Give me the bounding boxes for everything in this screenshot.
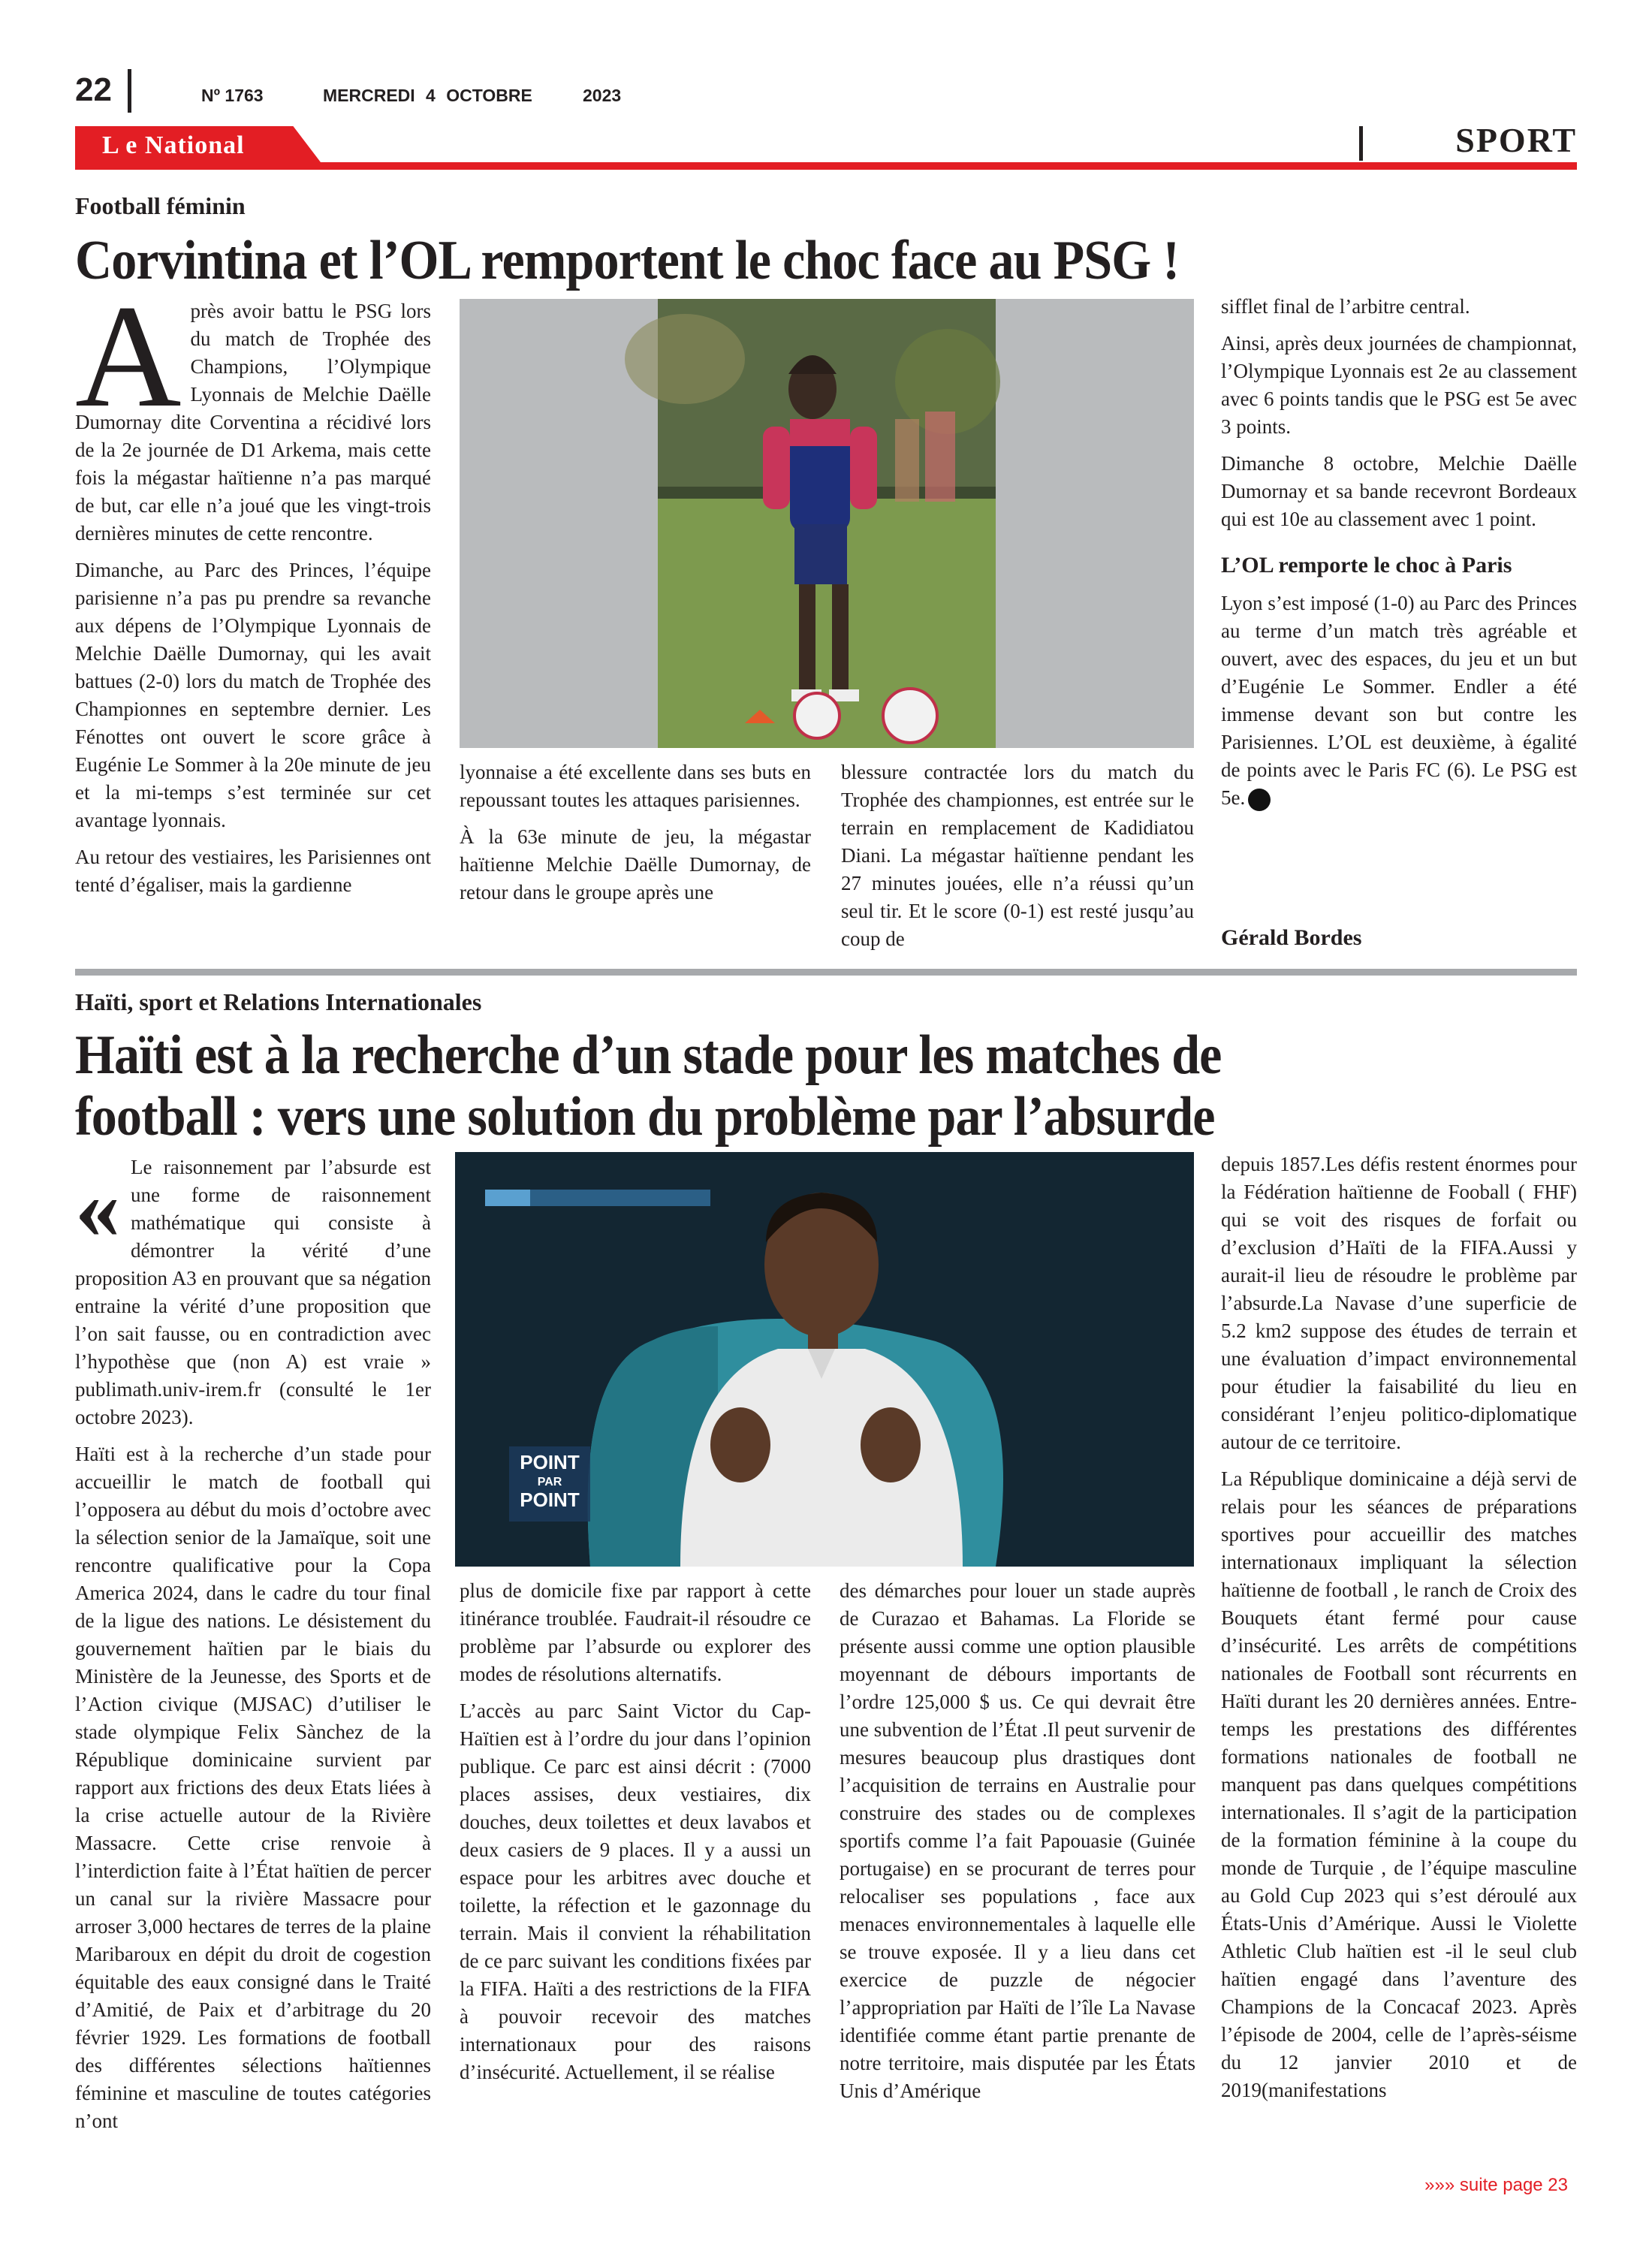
page-number: 22 [75,71,112,108]
article2-column-1 [75,1154,431,2135]
issue-date: MERCREDI 4 OCTOBRE [323,86,532,105]
article2-column-4 [1221,1151,1577,2104]
photo-logo-line: PAR [537,1476,562,1488]
tv-interview-photo [455,1152,1194,1567]
article2-paragraph: plus de domicile fixe par rapport à cette itinérance troublée. Faudrait-il résoudre ce problème par l’absurde ou explorer des modes de résolutions alternatifs. [460,1579,811,1685]
article1-paragraph: près avoir battu le PSG lors du match de Trophée des Champions, l’Olympique Lyonnais de Melchie Daëlle Dumornay dite Corventina a récidivé lors de la 2e journée de D1 Arkema, mais cette fois la mégastar haïtienne n’a pas marqué de but, car elle n’a joué que les vingt-trois dernières minutes de cette rencontre. [75,300,431,544]
header-divider [128,69,131,113]
article1-column-4 [1221,293,1577,812]
article1-paragraph: lyonnaise a été excellente dans ses buts en repoussant toutes les attaques parisiennes. [460,761,811,811]
article1-kicker: Football féminin [75,192,246,219]
article2-kicker: Haïti, sport et Relations Internationales [75,988,482,1015]
article2-paragraph: La République dominicaine a déjà servi de relais pour les séances de préparations sportives pour accueillir des matches internationaux impliquant la sélection haïtienne de football , le ranch de Croix des Bouquets étant fermé pour cause d’insécurité. Les arrêts de compétitions nationales de Football sont récurrents en Haïti durant les 20 dernières années. Entre-temps les prestations des différentes formations nationales de football ne manquent pas dans quelques compétitions internationales. Il s’agit de la participation de la formation féminine à la coupe du monde de Turquie , de l’équipe masculine au Gold Cup 2023 qui s’est déroulé aux États-Unis d’Amérique. Aussi le Violette Athletic Club haïtien est -il le seul club haïtien engagé dans l’aventure des Champions de la Concacaf 2023. Après l’épisode de 2004, celle de l’après-séisme du 12 janvier 2010 et de 2019(manifestations [1221,1467,1577,2101]
article1-paragraph [1221,590,1577,812]
article2-paragraph: des démarches pour louer un stade auprès de Curazao et Bahamas. La Floride se présente aussi comme une option plausible moyennant de débours importants de l’ordre 125,000 $ us. Ce qui devrait être une subvention de l’État .Il peut survenir de mesures beaucoup plus drastiques dont l’acquisition de terrains en Australie pour construire des stades ou de complexes sportifs comme l’a fait Papouasie (Guinée portugaise) en se procurant de terres pour relocaliser ses populations , face aux menaces environnementales à laquelle elle se trouve exposée. Il y a lieu dans cet exercice de puzzle de négocier l’appropriation par Haïti de l’île La Navase identifiée comme étant partie prenante de notre territoire, mais disputée par les États Unis d’Amérique [840,1579,1195,2102]
article1-dropcap: A [75,275,182,438]
article1-paragraph: sifflet final de l’arbitre central. [1221,295,1470,318]
article1-paragraph: Dimanche, au Parc des Princes, l’équipe parisienne n’a pas pu prendre sa revanche aux dépens de l’Olympique Lyonnais de Melchie Daëlle Dumornay, qui les avait battues (2-0) lors du match de Trophée des Championnes en septembre dernier. Les Fénottes ont ouvert le score grâce à Eugénie Le Sommer à la 20e minute de jeu et la mi-temps s’est terminée sur cet avantage lyonnais. [75,559,431,831]
article1-headline: Corvintina et l’OL remportent le choc face au PSG ! [75,230,1180,291]
article1-column-2 [460,759,811,906]
continued-on-page-link[interactable]: »»» suite page 23 [1424,2175,1568,2195]
article1-subhead: L’OL remporte le choc à Paris [1221,553,1512,578]
article1-paragraph: Dimanche 8 octobre, Melchie Daëlle Dumornay et sa bande recevront Bordeaux qui est 10e au classement avec 1 point. [1221,452,1577,530]
article1-byline: Gérald Bordes [1221,925,1362,950]
article1-photo [460,299,1194,748]
end-mark-icon [1248,789,1271,811]
article1-paragraph: À la 63e minute de jeu, la mégastar haïtienne Melchie Daëlle Dumornay, de retour dans le groupe après une [460,825,811,903]
player-training-photo [460,299,1194,748]
photo-logo-line: POINT [520,1451,580,1473]
brand-name: L e National [102,131,245,159]
article2-column-3 [840,1577,1195,2105]
section-divider [1359,126,1363,161]
article1-column-1 [75,275,431,899]
issue-year: 2023 [583,86,622,105]
article2-headline-line: football : vers une solution du problème par l’absurde [75,1086,1215,1148]
opening-quote-mark: « [75,1157,120,1257]
article1-paragraph: Au retour des vestiaires, les Parisiennes ont tenté d’égaliser, mais la gardienne [75,846,431,896]
article1-paragraph: Ainsi, après deux journées de championnat, l’Olympique Lyonnais est 2e au classement avec 6 points tandis que le PSG est 5e avec 3 points. [1221,332,1577,438]
photo-logo-line: POINT [520,1488,580,1511]
article2-paragraph: Le raisonnement par l’absurde est une forme de raisonnement mathématique qui consiste à démontrer la vérité d’une proposition A3 en prouvant que sa négation entraine la vérité d’une proposition que l’on sait fausse, ou en contradiction avec l’hypothèse que (non A) est vraie » publimath.univ-irem.fr (consulté le 1er octobre 2023). [75,1156,431,1428]
article1-column-3 [841,759,1194,953]
article2-paragraph: depuis 1857.Les défis restent énormes pour la Fédération haïtienne de Fooball ( FHF) qui se voit des risques de forfait ou d’exclusion d’Haïti de la FIFA.Aussi y aurait-il lieu de résoudre le problème par l’absurde.La Navase d’une superficie de 5.2 km2 suppose des études de terrain et une évaluation d’impact environnemental pour étudier la faisabilité du lieu en considérant l’enjeu politico-diplomatique autour de ce territoire. [1221,1153,1577,1453]
section-label: SPORT [1455,121,1577,159]
article1-paragraph: blessure contractée lors du match du Trophée des championnes, est entrée sur le terrain en remplacement de Kadidiatou Diani. La mégastar haïtienne pendant les 27 minutes jouées, elle n’a réussi qu’un seul tir. Et le score (0-1) est resté jusqu’au coup de [841,761,1194,950]
header-rule [75,162,1577,170]
article2-paragraph: L’accès au parc Saint Victor du Cap-Haïtien est à l’ordre du jour dans l’opinion publique. Ce parc est ainsi décrit : (7000 places assises, deux vestiaires, dix douches, deux toilettes et deux lavabos et deux casiers de 9 places. Il y a aussi un espace pour les arbitres avec douche et toilette, la réfection et le gazonnage du terrain. Mais il convient la réhabilitation de ce parc suivant les conditions fixées par la FIFA. Haïti a des restrictions de la FIFA à pouvoir recevoir des matches internationaux pour des raisons d’insécurité. Actuellement, il se réalise [460,1700,811,2083]
article2-paragraph: Haïti est à la recherche d’un stade pour accueillir le match de football qui l’opposera au début du mois d’octobre avec la sélection senior de la Jamaïque, soit une rencontre qualificative pour la Copa America 2024, dans le cadre du tour final de la ligue des nations. Le désistement du gouvernement haïtien par le biais du Ministère de la Jeunesse, des Sports et de l’Action civique (MJSAC) d’utiliser le stade olympique Felix Sànchez de la République dominicaine survient par rapport aux frictions des deux Etats liées à la crise actuelle autour de la Rivière Massacre. Cette crise renvoie à l’interdiction faite à l’État haïtien de percer un canal sur la rivière Massacre pour arroser 3,000 hectares de terres de la plaine Maribaroux en dépit du droit de cogestion équitable des eaux consigné dans le Traité d’Amitié, de Paix et d’arbitrage du 20 février 1929. Les formations de football des différentes sélections haïtiennes féminine et masculine de toutes catégories n’ont [75,1443,431,2132]
article2-column-2 [460,1577,811,2086]
article2-photo [455,1152,1194,1567]
article2-headline [75,1024,1457,1148]
article1-paragraph-text: Lyon s’est imposé (1-0) au Parc des Princes au terme d’un match très agréable et ouvert, avec des espaces, du jeu et un but d’Eugénie Le Sommer. Endler a été immense devant son but contre les Parisiennes. L’OL est deuxième, à égalité de points avec le Paris FC (6). Le PSG est 5e. [1221,592,1577,809]
article-separator [75,969,1577,976]
article2-headline-line: Haïti est à la recherche d’un stade pour les matches de [75,1024,1222,1086]
issue-number: Nº 1763 [201,86,264,105]
